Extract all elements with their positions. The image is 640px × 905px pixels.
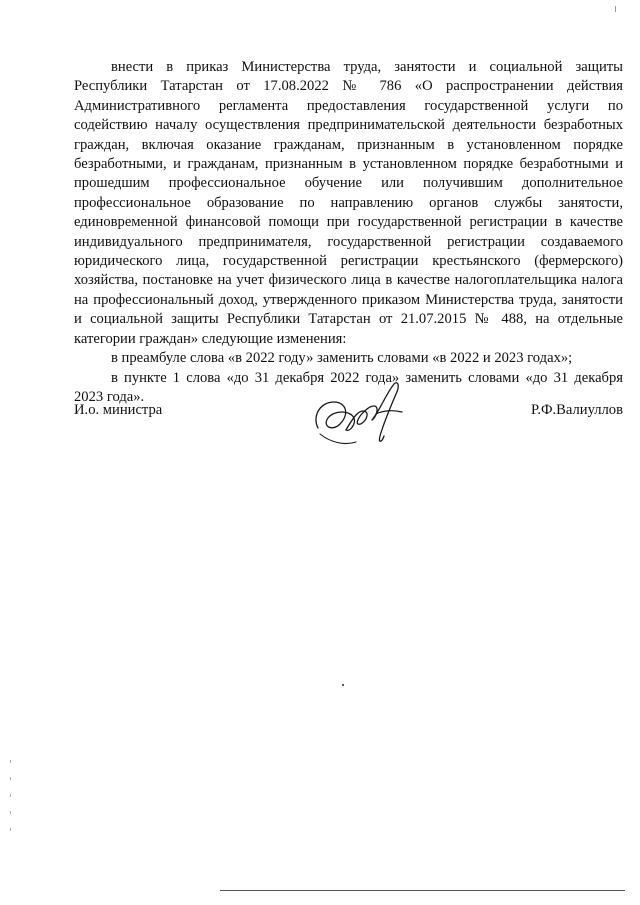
amendment-paragraph: внести в приказ Министерства труда, занятости и социальной защиты Республики Татарстан от 17.08.2022 № 786 «О распространении действия Административного регламента предоставления государственной услуги по содействию началу осуществления предпринимательской деятельности безработных граждан, включая оказание гражданам, признанным в установленном порядке безработными, и гражданам, признанным в установленном порядке безработными и прошедшим профессиональное обучение или получившим дополнительное профессиональное образование по направлению органов службы занятости, единовременной финансовой помощи при государственной регистрации в качестве индивидуального предпринимателя, государственной регистрации создаваемого юридического лица, государственной регистрации крестьянского (фермерского) хозяйства, постановке на учет физического лица в качестве налогоплательщика налога на профессиональный доход, утвержденного приказом Министерства труда, занятости и социальной защиты Республики Татарстан от 21.07.2015 № 488, на отдельные категории граждан» следующие изменения: bbox=[74, 59, 623, 347]
stray-dot bbox=[342, 684, 344, 686]
signatory-title: И.о. министра bbox=[74, 402, 163, 418]
amendment-item-point-1: в пункте 1 слова «до 31 декабря 2022 года» заменить словами «до 31 декабря 2023 года». bbox=[74, 369, 623, 405]
margin-marks bbox=[10, 760, 12, 850]
amendment-item-preamble: в преамбуле слова «в 2022 году» заменить словами «в 2022 и 2023 годах»; bbox=[111, 350, 573, 367]
bottom-rule bbox=[220, 890, 625, 891]
signatory-name: Р.Ф.Валиуллов bbox=[531, 402, 623, 418]
scan-corner-mark bbox=[615, 6, 616, 12]
handwritten-signature bbox=[310, 376, 415, 456]
document-body bbox=[74, 58, 623, 407]
